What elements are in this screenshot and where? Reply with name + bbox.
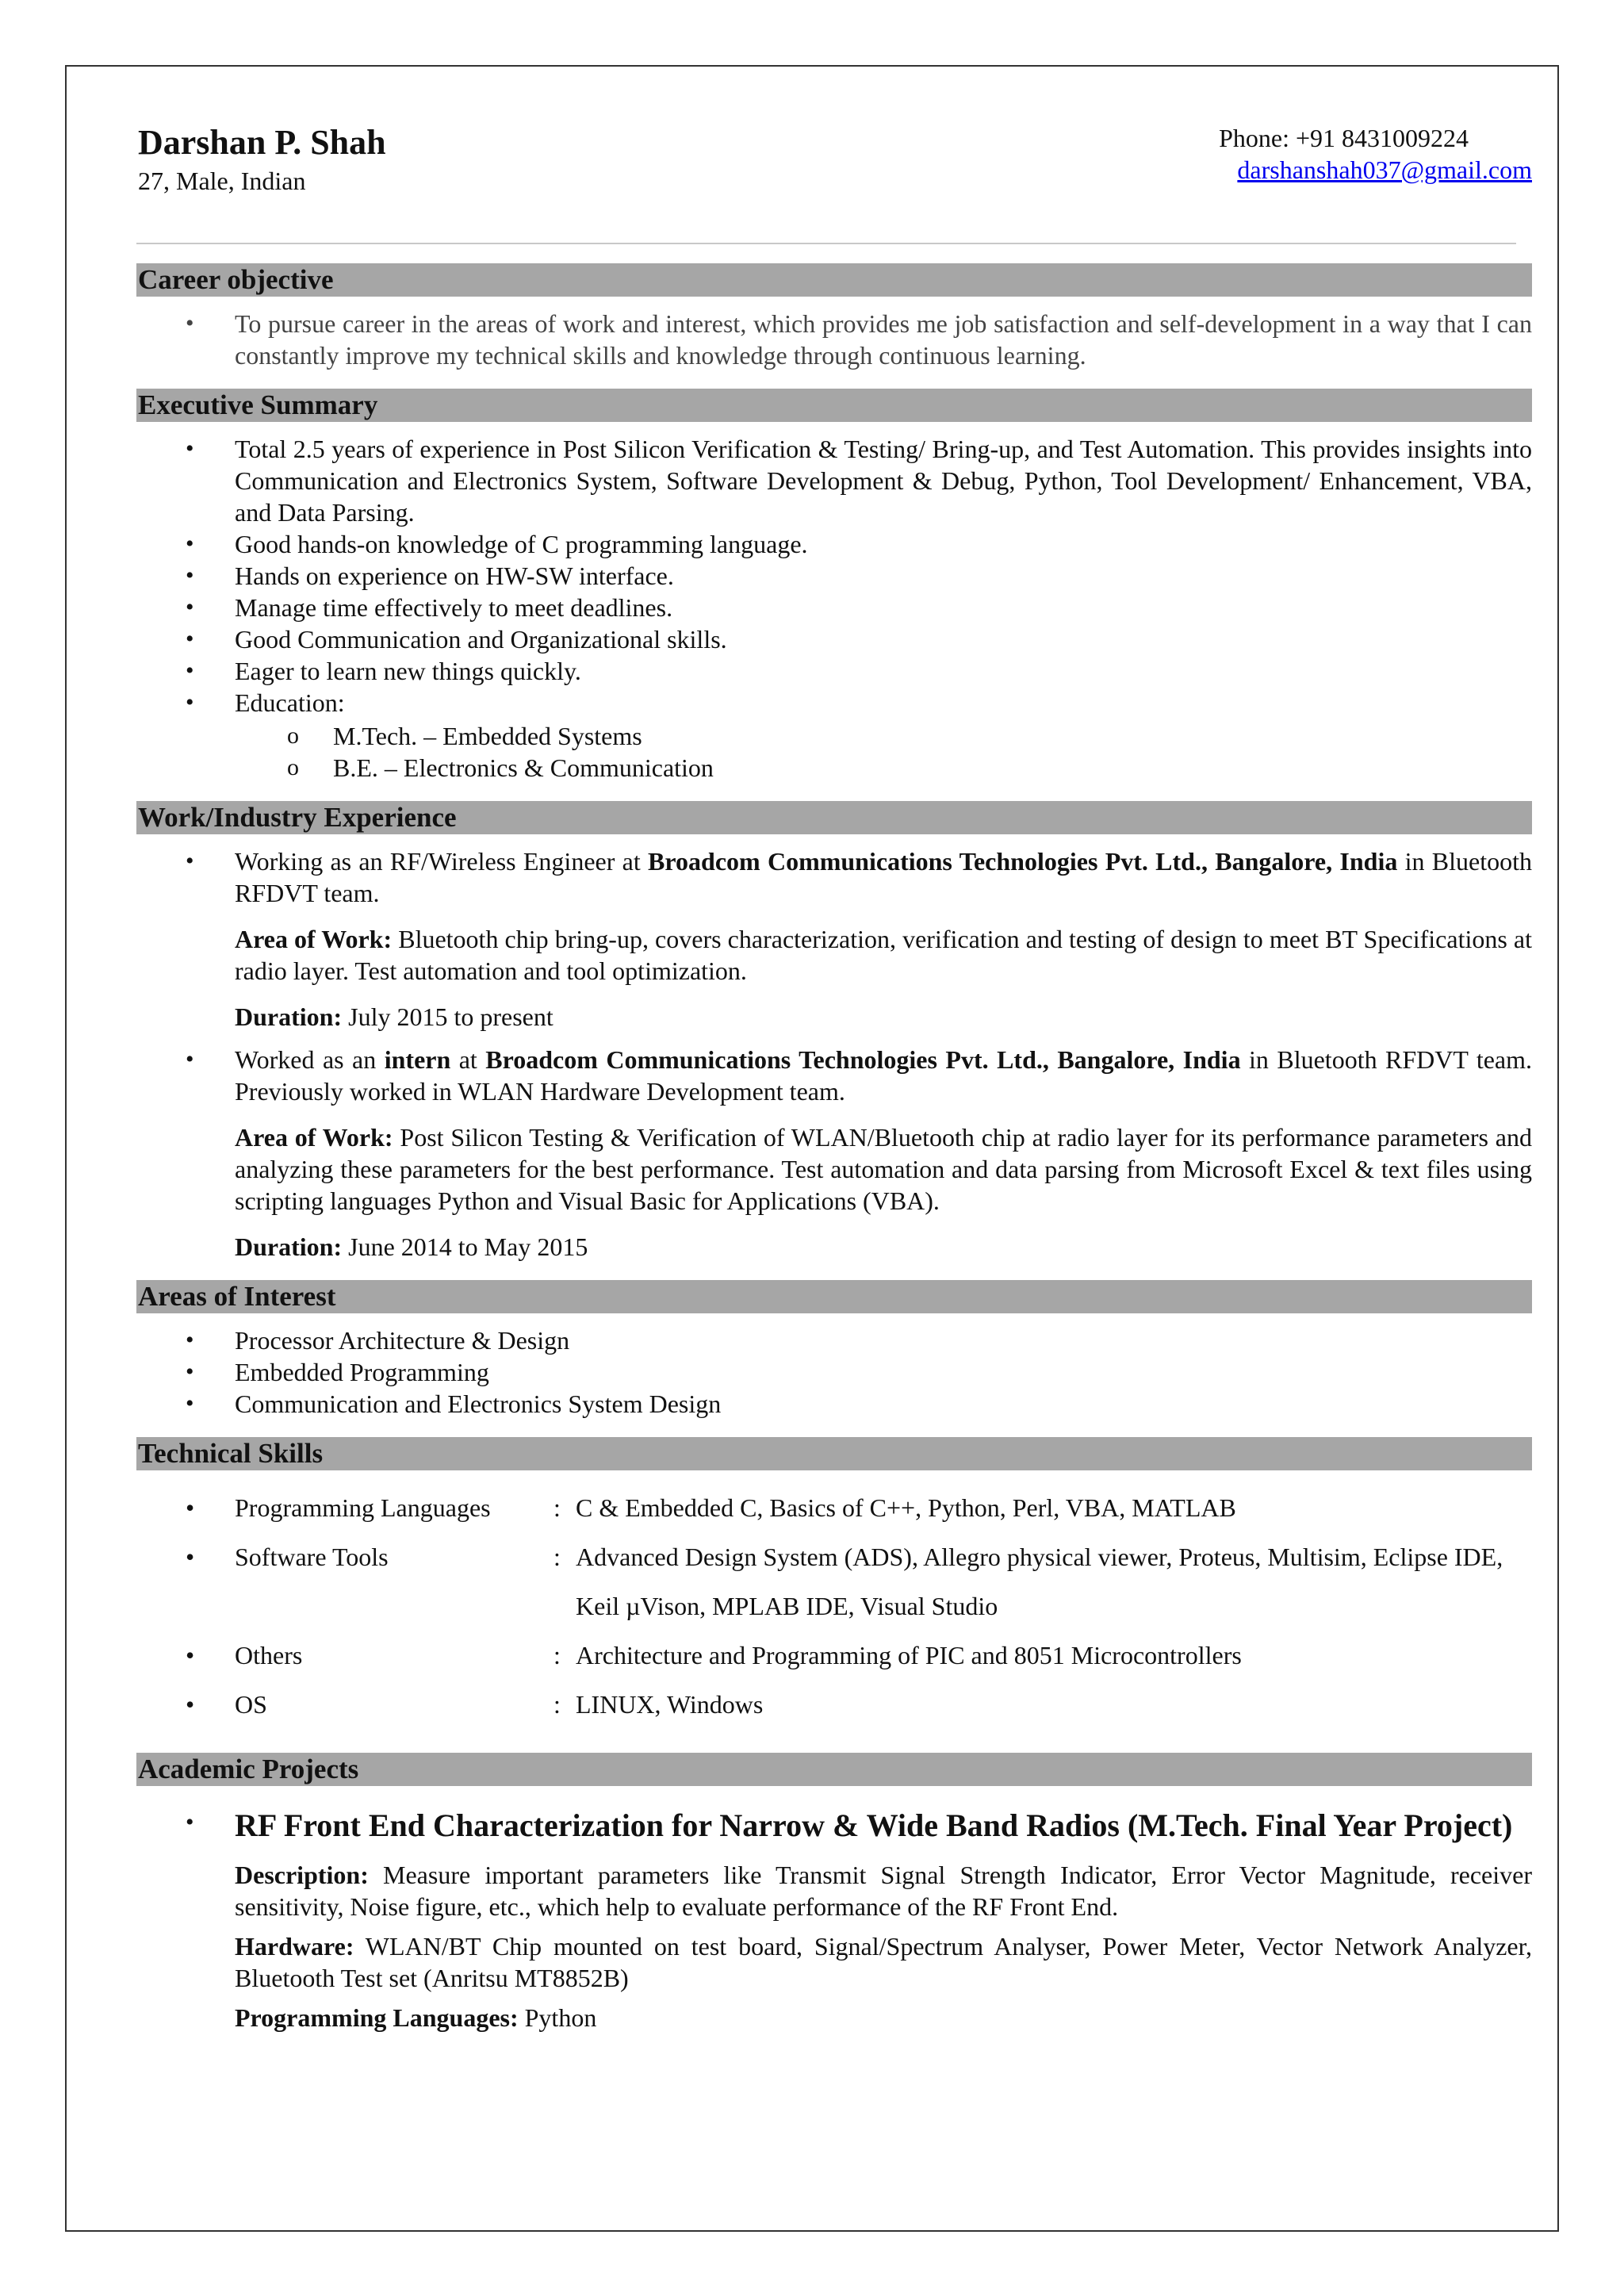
skill-colon: : bbox=[553, 1690, 561, 1719]
job-area bbox=[136, 923, 1532, 987]
skill-colon: : bbox=[553, 1493, 561, 1522]
skill-value: Architecture and Programming of PIC and 8051 Microcontrollers bbox=[576, 1641, 1242, 1669]
job-intro-end: in Bluetooth RFDVT team. Previously worked in WLAN Hardware Development team. bbox=[235, 1045, 1533, 1106]
duration-text: July 2015 to present bbox=[342, 1002, 553, 1031]
skill-key: • Others bbox=[235, 1641, 303, 1669]
list-item: • Embedded Programming bbox=[136, 1356, 1532, 1388]
list-item: • Education: bbox=[136, 687, 1532, 719]
project-list bbox=[136, 1807, 1532, 1845]
job-intro: Working as an RF/Wireless Engineer at bbox=[235, 847, 649, 876]
skill-row bbox=[136, 1680, 1532, 1729]
section-career-objective: Career objective bbox=[136, 263, 1532, 297]
skill-row bbox=[136, 1631, 1532, 1680]
company-name: Broadcom Communications Technologies Pvt. Ltd., Bangalore, India bbox=[485, 1045, 1241, 1074]
skill-colon: : bbox=[553, 1543, 561, 1571]
duration-text: June 2014 to May 2015 bbox=[342, 1232, 588, 1261]
education-item: o B.E. – Electronics & Communication bbox=[136, 752, 1532, 784]
company-name: Broadcom Communications Technologies Pvt. Ltd., Bangalore, India bbox=[648, 847, 1398, 876]
languages-text: Python bbox=[518, 2003, 597, 2032]
job-intro-end: in Bluetooth RFDVT team. bbox=[235, 847, 1533, 907]
section-work-experience: Work/Industry Experience bbox=[136, 801, 1532, 834]
education-item: o M.Tech. – Embedded Systems bbox=[136, 720, 1532, 752]
skill-key: • OS bbox=[235, 1690, 267, 1719]
list-item: • Good Communication and Organizational skills. bbox=[136, 623, 1532, 655]
education-list bbox=[136, 720, 1532, 784]
project-languages bbox=[136, 2002, 1532, 2033]
skill-value: Advanced Design System (ADS), Allegro physical viewer, Proteus, Multisim, Eclipse IDE, Keil µVison, MPLAB IDE, Visual Studio bbox=[576, 1543, 1503, 1620]
skill-row bbox=[136, 1532, 1532, 1631]
section-academic-projects: Academic Projects bbox=[136, 1753, 1532, 1786]
summary-list bbox=[136, 433, 1532, 719]
area-label: Area of Work: bbox=[235, 925, 393, 953]
list-item: • Processor Architecture & Design bbox=[136, 1324, 1532, 1356]
description-label: Description: bbox=[235, 1861, 369, 1889]
skill-key: • Programming Languages bbox=[235, 1493, 491, 1522]
work-list bbox=[136, 845, 1532, 909]
project-entry bbox=[136, 1807, 1532, 1845]
project-hardware bbox=[136, 1930, 1532, 1994]
job-duration bbox=[136, 1231, 1532, 1263]
project-description bbox=[136, 1859, 1532, 1922]
list-item: • Communication and Electronics System Design bbox=[136, 1388, 1532, 1420]
work-list-2 bbox=[136, 1044, 1532, 1107]
job-entry bbox=[136, 1044, 1532, 1107]
area-text: Bluetooth chip bring-up, covers characterization, verification and testing of design to meet BT Specifications at radio layer. Test automation and tool optimization. bbox=[235, 925, 1533, 985]
job-entry bbox=[136, 845, 1532, 909]
header-divider bbox=[136, 243, 1516, 244]
languages-label: Programming Languages: bbox=[235, 2003, 519, 2032]
section-areas-of-interest: Areas of Interest bbox=[136, 1280, 1532, 1313]
candidate-meta: 27, Male, Indian bbox=[138, 167, 306, 195]
description-text: Measure important parameters like Transmit Signal Strength Indicator, Error Vector Magnitude, receiver sensitivity, Noise figure, etc., which help to evaluate performance of the RF Front End. bbox=[235, 1861, 1532, 1921]
skill-row bbox=[136, 1483, 1532, 1532]
interest-list bbox=[136, 1324, 1532, 1420]
job-intro-mid: at bbox=[450, 1045, 486, 1074]
resume-header bbox=[136, 119, 1532, 246]
area-text: Post Silicon Testing & Verification of WLAN/Bluetooth chip at radio layer for its performance parameters and analyzing these parameters for the best performance. Test automation and data parsing from Microsoft Excel & text files using scripting languages Python and Visual Basic for Applications (VBA). bbox=[235, 1123, 1533, 1215]
job-area bbox=[136, 1121, 1532, 1217]
resume bbox=[136, 119, 1532, 2033]
hardware-text: WLAN/BT Chip mounted on test board, Signal/Spectrum Analyser, Power Meter, Vector Network Analyzer, Bluetooth Test set (Anritsu MT8852B) bbox=[235, 1932, 1532, 1992]
section-executive-summary: Executive Summary bbox=[136, 389, 1532, 422]
list-item: • Eager to learn new things quickly. bbox=[136, 655, 1532, 687]
list-item: • Manage time effectively to meet deadlines. bbox=[136, 592, 1532, 623]
duration-label: Duration: bbox=[235, 1002, 343, 1031]
skill-colon: : bbox=[553, 1641, 561, 1669]
skill-value: LINUX, Windows bbox=[576, 1690, 764, 1719]
skill-key: • Software Tools bbox=[235, 1543, 389, 1571]
list-item: • Total 2.5 years of experience in Post Silicon Verification & Testing/ Bring-up, and Test Automation. This provides insights into Communication and Electronics System, Software Development & Debug, Python, Tool Development/ Enhancement, VBA, and Data Parsing. bbox=[136, 433, 1532, 528]
project-title: • RF Front End Characterization for Narrow & Wide Band Radios (M.Tech. Final Year Project) bbox=[235, 1807, 1513, 1843]
hardware-label: Hardware: bbox=[235, 1932, 354, 1961]
list-item: • Hands on experience on HW-SW interface. bbox=[136, 560, 1532, 592]
candidate-name: Darshan P. Shah bbox=[138, 123, 386, 162]
job-duration bbox=[136, 1001, 1532, 1033]
phone-number: Phone: +91 8431009224 bbox=[1219, 124, 1469, 152]
email-link[interactable]: darshanshah037@gmail.com bbox=[1237, 155, 1532, 184]
duration-label: Duration: bbox=[235, 1232, 343, 1261]
list-item: • To pursue career in the areas of work and interest, which provides me job satisfaction and self-development in a way that I can constantly improve my technical skills and knowledge through continuous learning. bbox=[136, 308, 1532, 371]
job-intro: Worked as an bbox=[235, 1045, 385, 1074]
section-technical-skills: Technical Skills bbox=[136, 1437, 1532, 1470]
job-role: intern bbox=[384, 1045, 451, 1074]
list-item: • Good hands-on knowledge of C programming language. bbox=[136, 528, 1532, 560]
area-label: Area of Work: bbox=[235, 1123, 393, 1152]
career-list bbox=[136, 308, 1532, 371]
skill-value: C & Embedded C, Basics of C++, Python, Perl, VBA, MATLAB bbox=[576, 1493, 1236, 1522]
skills-table bbox=[136, 1483, 1532, 1729]
